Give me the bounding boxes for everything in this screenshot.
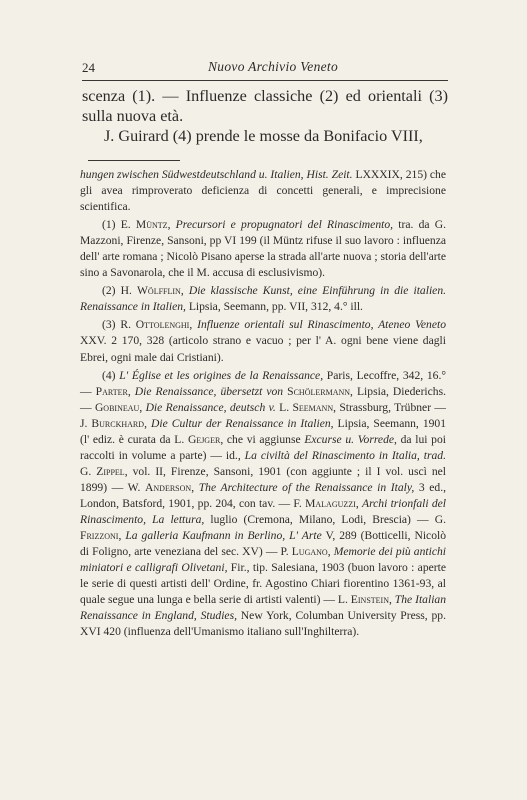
footnote-text: , che vi aggiunse [220, 432, 305, 446]
main-text [82, 86, 448, 146]
running-title: Nuovo Archivio Veneto [208, 59, 339, 74]
footnote-text: , [388, 593, 395, 607]
work-title: Precursori e propugnatori del Rinascimento, [175, 218, 394, 232]
footnote-text: Fir., tip. Salesiana, 1903 (buon lavoro : aperte le serie di questi artisti dell' Ordine, fr. Agostino Chiari fiorentino 1361-93, al quale segue una lunga e bella serie di artisti valenti) — L. [80, 561, 446, 607]
footnote-text: , [180, 284, 189, 298]
page-header [82, 58, 448, 78]
footnote-text: G. [80, 464, 97, 478]
footnote-separator [88, 160, 180, 161]
body-paragraph: J. Guirard (4) prende le mosse da Bonifacio VIII, [104, 127, 423, 145]
footnote-continuation [80, 167, 446, 215]
work-title: Die Renaissance, deutsch v. [145, 400, 276, 414]
work-title: Influenze orientali sul Rinascimento, Ateneo Veneto [197, 318, 447, 332]
footnote-text: , Lipsia, Diederichs. — [80, 384, 447, 414]
footnote-text: luglio (Cremona, Milano, Lodi, Brescia) — G. [204, 512, 446, 526]
footnote-text: , [167, 218, 176, 232]
work-title: Die Cultur der Renaissance in Italien, [150, 416, 334, 430]
footnote-text: , [327, 545, 334, 559]
footnote-marker: (1) E. [102, 218, 136, 232]
footnote-text: , [189, 318, 198, 332]
author-name: Zippel [96, 464, 125, 478]
work-title: Archi trionfali del Rinascimento, La lettura, [80, 496, 447, 526]
footnote-marker: (2) H. [102, 284, 137, 298]
footnote-text: LXXXIX, 215) che gli avea rimproverato deficienza di concetti generali, e imprecisione scientifica. [80, 168, 446, 214]
footnote-text: , [191, 480, 199, 494]
work-title: The Italian Renaissance in England, Studies, [80, 593, 447, 623]
author-name: Müntz [135, 218, 168, 232]
footnote-4 [80, 368, 446, 641]
footnote-text: , [139, 400, 146, 414]
page-number: 24 [82, 60, 95, 75]
author-name: Gejger [187, 432, 221, 446]
footnote-marker: (3) R. [102, 318, 136, 332]
author-name: Malaguzzi [305, 496, 356, 510]
work-title: La galleria Kaufmann in Berlino, L' Arte [125, 529, 322, 543]
header-rule [82, 80, 448, 81]
work-title: Memorie dei più antichi miniatori e calligrafi Olivetani, [80, 545, 447, 575]
author-name: Parter [95, 384, 128, 398]
footnote-2 [80, 283, 446, 315]
work-title: L' Église et les origines de la Renaissance, [119, 368, 324, 382]
body-paragraph-end: scenza (1). — Influenze classiche (2) ed orientali (3) sulla nuova età. [82, 87, 448, 125]
footnote-text: , [118, 529, 126, 543]
footnote-text: , Strassburg, Trübner — J. [80, 400, 447, 430]
author-name: Lugano [291, 545, 328, 559]
footnote-text: Lipsia, Seemann, pp. VII, 312, 4.° ill. [185, 300, 363, 314]
footnote-text: 3 ed., London, Batsford, 1901, pp. 204, con tav. — F. [80, 480, 447, 510]
author-name: Wölfflin [136, 284, 181, 298]
footnote-text: , [355, 496, 362, 510]
author-name: Anderson [145, 480, 192, 494]
footnote-text: New York, Columban University Press, pp. XVI 420 (influenza dell'Umanismo italiano sull'Inghilterra). [80, 609, 446, 639]
work-title: Excurse u. Vorrede [304, 432, 395, 446]
footnote-3 [80, 317, 446, 365]
work-title: La civiltà del Rinascimento in Italia, trad. [244, 448, 446, 462]
work-title: Die Renaissance, übersetzt von [134, 384, 284, 398]
author-name: Schölermann [287, 384, 351, 398]
author-name: Einstein [350, 593, 389, 607]
author-name: Frizzoni [80, 529, 119, 543]
footnote-text: Paris, Lecoffre, 342, 16.° — [80, 368, 447, 398]
footnote-text: Lipsia, Seemann, 1901 (l' ediz. è curata da L. [80, 416, 447, 446]
work-title: The Architecture of the Renaissance in Italy, [198, 480, 415, 494]
footnotes [80, 167, 446, 642]
footnote-text: , vol. II, Firenze, Sansoni, 1901 (con aggiunte ; il I vol. uscì nel 1899) — W. [80, 464, 446, 494]
footnote-text: , [144, 416, 151, 430]
author-name: Gobineau [94, 400, 140, 414]
work-title: Die klassische Kunst, eine Einführung in die italien. Renaissance in Italien, [80, 284, 447, 314]
author-name: Ottolenghi [135, 318, 190, 332]
footnote-text: , da lui poi raccolti in volume a parte) — id., [80, 432, 446, 462]
footnote-text: V, 289 (Botticelli, Nicolò di Foligno, arte veneziana del sec. XV) — P. [80, 529, 447, 559]
footnote-1 [80, 217, 446, 281]
footnote-text: XXV. 2 170, 328 (articolo strano e vacuo ; per l' A. ogni bene viene dagli Ebrei, ogni male dai Cristiani). [80, 334, 446, 364]
author-name: L. Seemann [279, 400, 334, 414]
footnote-text: , [127, 384, 135, 398]
footnote-marker: (4) [102, 368, 120, 382]
footnote-text: tra. da G. Mazzoni, Firenze, Sansoni, pp VI 199 (il Müntz rifuse il suo lavoro : influenza dell' arte romana ; Nicolò Pisano aperse la strada all'arte nuova ; storia dell'arte sino a Savonarola, che il M. accusa di esclusivismo). [80, 218, 446, 280]
footnote-italic: hungen zwischen Südwestdeutschland u. Italien, Hist. Zeit. [80, 168, 353, 181]
author-name: Burckhard [91, 416, 145, 430]
